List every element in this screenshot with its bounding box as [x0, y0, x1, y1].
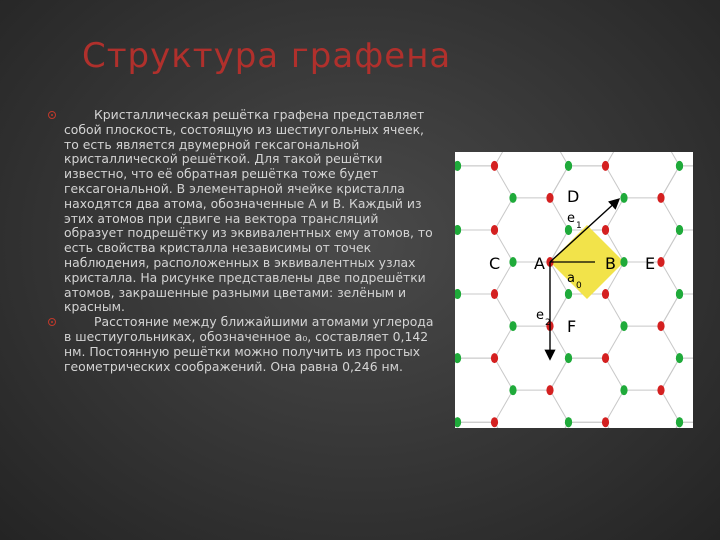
- lattice-bond: [606, 326, 625, 358]
- lattice-bond: [661, 390, 680, 422]
- lattice-bond: [550, 198, 569, 230]
- atom-sublattice-a: [657, 257, 664, 267]
- lattice-bond: [550, 358, 569, 390]
- lattice-bond: [495, 166, 514, 198]
- label-d: D: [567, 187, 580, 206]
- label-a: A: [534, 254, 545, 273]
- lattice-bond: [495, 358, 514, 390]
- lattice-bond: [495, 198, 514, 230]
- atom-sublattice-b: [455, 353, 461, 363]
- atom-sublattice-a: [602, 225, 609, 235]
- lattice-bond: [661, 262, 680, 294]
- lattice-bond: [661, 230, 680, 262]
- atom-sublattice-b: [455, 417, 461, 427]
- atom-sublattice-a: [602, 161, 609, 171]
- bullet-circle-icon: [48, 111, 56, 119]
- atom-sublattice-b: [565, 225, 572, 235]
- label-e: E: [645, 254, 656, 273]
- atom-sublattice-a: [602, 289, 609, 299]
- bullet-list: [48, 108, 440, 374]
- atom-sublattice-a: [491, 417, 498, 427]
- atom-sublattice-b: [455, 225, 461, 235]
- bullet-text: Кристаллическая решётка графена представляет собой плоскость, состоящую из шестиугольных ячеек, то есть является двумерной гексагональной кристаллической решёткой. Для такой решётки известно, что её обратная решётка тоже будет гексагональной. В элементарной ячейке кристалла находятся два атома, обозначенные A и B. Каждый из этих атомов при сдвиге на вектора трансляций образует подрешётку из эквивалентных ему атомов, то есть свойства кристалла независимы от точек наблюдения, расположенных в эквивалентных узлах кристалла. На рисунке представлены две подрешётки атомов, закрашенные разными цветами: зелёным и красным.: [64, 107, 433, 315]
- lattice-bond: [606, 166, 625, 198]
- label-e1-subscript: 1: [576, 221, 582, 231]
- atom-sublattice-a: [657, 193, 664, 203]
- atom-sublattice-a: [546, 193, 553, 203]
- atom-sublattice-b: [676, 417, 683, 427]
- bullet-circle-icon: [48, 318, 56, 326]
- lattice-bond: [606, 294, 625, 326]
- lattice-bond: [550, 166, 569, 198]
- label-a0-subscript: 0: [576, 281, 582, 291]
- bullet-item: [48, 108, 440, 315]
- atom-sublattice-b: [509, 321, 516, 331]
- atom-sublattice-a: [546, 385, 553, 395]
- label-e2: e: [536, 308, 544, 323]
- lattice-bond: [550, 326, 569, 358]
- atom-sublattice-b: [565, 353, 572, 363]
- atom-sublattice-b: [509, 385, 516, 395]
- atom-sublattice-b: [620, 321, 627, 331]
- atom-sublattice-b: [676, 289, 683, 299]
- lattice-bond: [661, 198, 680, 230]
- atom-sublattice-b: [676, 225, 683, 235]
- lattice-bond: [661, 166, 680, 198]
- atom-sublattice-b: [455, 289, 461, 299]
- atom-sublattice-b: [455, 161, 461, 171]
- atom-sublattice-b: [620, 385, 627, 395]
- atom-sublattice-a: [602, 353, 609, 363]
- atom-sublattice-b: [565, 161, 572, 171]
- label-f: F: [567, 317, 577, 336]
- atom-sublattice-a: [491, 353, 498, 363]
- atom-sublattice-b: [620, 257, 627, 267]
- lattice-bond: [606, 358, 625, 390]
- atom-sublattice-a: [491, 289, 498, 299]
- label-a0: a: [567, 271, 575, 286]
- lattice-bond: [550, 390, 569, 422]
- lattice-bond: [495, 326, 514, 358]
- atom-sublattice-b: [676, 161, 683, 171]
- atom-sublattice-a: [657, 321, 664, 331]
- lattice-bond: [661, 326, 680, 358]
- lattice-svg: [455, 152, 693, 428]
- atom-sublattice-b: [676, 353, 683, 363]
- bullet-text: Расстояние между ближайшими атомами углерода в шестиугольниках, обозначенное a₀, составляет 0,142 нм. Постоянную решётки можно получить из простых геометрических соображений. Она равна 0,246 нм.: [64, 314, 434, 374]
- atom-sublattice-b: [565, 417, 572, 427]
- lattice-bond: [495, 294, 514, 326]
- atom-sublattice-b: [565, 289, 572, 299]
- lattice-bond: [495, 390, 514, 422]
- lattice-bond: [661, 294, 680, 326]
- label-e2-subscript: 2: [545, 318, 551, 328]
- label-b: B: [605, 254, 616, 273]
- atom-sublattice-b: [509, 257, 516, 267]
- atom-sublattice-b: [620, 193, 627, 203]
- slide-title: Структура графена: [82, 36, 452, 76]
- atom-sublattice-a: [491, 161, 498, 171]
- lattice-bond: [661, 358, 680, 390]
- lattice-bond: [550, 294, 569, 326]
- atom-sublattice-a: [657, 385, 664, 395]
- atom-sublattice-a: [491, 225, 498, 235]
- bullet-item: [48, 315, 440, 374]
- graphene-lattice-figure: [455, 152, 693, 428]
- lattice-bond: [606, 390, 625, 422]
- atom-sublattice-a: [602, 417, 609, 427]
- atom-sublattice-b: [509, 193, 516, 203]
- label-e1: e: [567, 211, 575, 226]
- label-c: C: [489, 254, 501, 273]
